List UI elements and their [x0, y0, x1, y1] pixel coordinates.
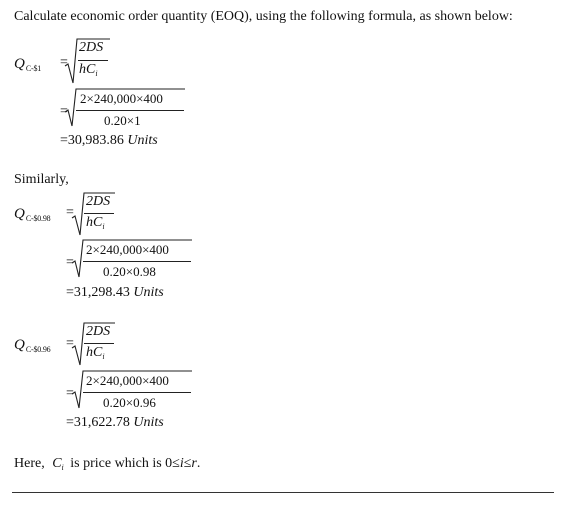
q-label: $Q_{C-\$1}$: [14, 56, 42, 73]
numeric-denominator: 0.20×0.96: [103, 395, 156, 410]
formula-denominator: $hC_i$: [79, 62, 98, 78]
fraction-line: [83, 392, 191, 393]
result-line: =30,983.86 Units: [60, 133, 158, 148]
formula-numerator: 2DS: [79, 40, 104, 55]
formula-denominator: $hC_i$: [86, 215, 105, 231]
fraction-line: [84, 213, 114, 214]
intro-text: Calculate economic order quantity (EOQ), using the following formula, as shown below:: [14, 9, 513, 24]
result-line: =31,298.43 Units: [66, 285, 164, 300]
similarly-text: Similarly,: [14, 172, 69, 187]
equals-sign: =: [60, 104, 68, 119]
equals-sign: =: [60, 55, 68, 70]
equals-sign: =: [66, 255, 74, 270]
numeric-numerator: 2×240,000×400: [80, 91, 163, 106]
equals-sign: =: [66, 205, 74, 220]
formula-numerator: 2DS: [86, 324, 111, 339]
fraction-line: [78, 60, 108, 61]
equals-sign: =: [66, 386, 74, 401]
equals-sign: =: [66, 336, 74, 351]
q-label: $Q_{C-\$0.96}$: [14, 337, 51, 354]
numeric-numerator: 2×240,000×400: [86, 242, 169, 257]
bottom-divider: [12, 492, 554, 493]
fraction-line: [83, 261, 191, 262]
fraction-line: [84, 343, 114, 344]
definition-line: Here, $C_i$ is price which is 0≤i≤r.: [14, 456, 201, 472]
numeric-denominator: 0.20×0.98: [103, 264, 156, 279]
formula-numerator: 2DS: [86, 194, 111, 209]
numeric-denominator: 0.20×1: [104, 113, 141, 128]
numeric-numerator: 2×240,000×400: [86, 373, 169, 388]
q-label: $Q_{C-\$0.98}$: [14, 206, 51, 223]
formula-denominator: $hC_i$: [86, 345, 105, 361]
result-line: =31,622.78 Units: [66, 415, 164, 430]
fraction-line: [76, 110, 184, 111]
